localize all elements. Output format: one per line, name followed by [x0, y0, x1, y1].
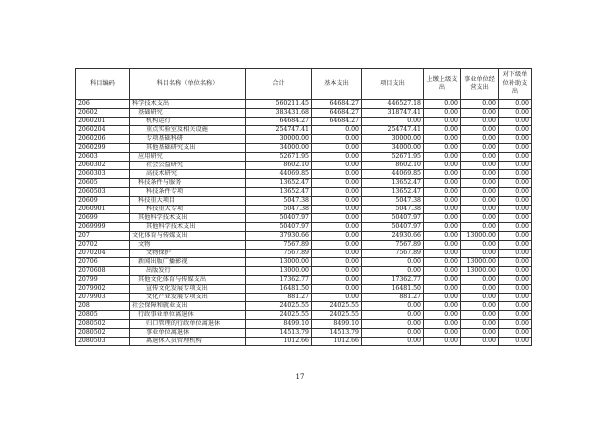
column-header: 对下级单位补助支出 — [499, 69, 532, 100]
table-row — [76, 161, 532, 170]
amount-cell: 0.00 — [312, 284, 362, 293]
amount-cell: 0.00 — [461, 100, 499, 109]
subject-name-cell: 其他科学技术支出 — [130, 214, 246, 223]
subject-code-cell: 2070608 — [76, 267, 130, 276]
subject-code-cell: 207 — [76, 231, 130, 240]
amount-cell: 0.00 — [461, 187, 499, 196]
subject-code-cell: 2079903 — [76, 293, 130, 302]
amount-cell: 0.00 — [499, 214, 532, 223]
amount-cell: 0.00 — [424, 214, 461, 223]
amount-cell: 0.00 — [499, 258, 532, 267]
amount-cell: 5047.38 — [362, 196, 424, 205]
amount-cell: 0.00 — [424, 319, 461, 328]
table-row — [76, 205, 532, 214]
amount-cell: 0.00 — [362, 337, 424, 346]
amount-cell: 254747.41 — [246, 126, 312, 135]
amount-cell: 0.00 — [424, 293, 461, 302]
amount-cell: 8602.10 — [362, 161, 424, 170]
amount-cell: 0.00 — [312, 126, 362, 135]
amount-cell: 0.00 — [461, 275, 499, 284]
amount-cell: 0.00 — [499, 179, 532, 188]
amount-cell: 0.00 — [424, 196, 461, 205]
amount-cell: 318747.41 — [362, 108, 424, 117]
amount-cell: 30000.00 — [246, 135, 312, 144]
amount-cell: 8602.10 — [246, 161, 312, 170]
amount-cell: 0.00 — [312, 135, 362, 144]
table-row — [76, 214, 532, 223]
amount-cell: 0.00 — [424, 108, 461, 117]
subject-name-cell: 文化产业发展专项支出 — [130, 293, 246, 302]
table-row — [76, 126, 532, 135]
amount-cell: 37930.66 — [246, 231, 312, 240]
amount-cell: 0.00 — [312, 170, 362, 179]
amount-cell: 7567.89 — [246, 249, 312, 258]
amount-cell: 0.00 — [461, 205, 499, 214]
amount-cell: 13652.47 — [362, 179, 424, 188]
amount-cell: 0.00 — [499, 100, 532, 109]
amount-cell: 64684.27 — [312, 108, 362, 117]
amount-cell: 0.00 — [424, 135, 461, 144]
subject-code-cell: 2060204 — [76, 126, 130, 135]
amount-cell: 0.00 — [499, 311, 532, 320]
amount-cell: 52671.95 — [362, 152, 424, 161]
subject-name-cell: 出版发行 — [130, 267, 246, 276]
subject-name-cell: 行政事业单位离退休 — [130, 311, 246, 320]
amount-cell: 0.00 — [461, 240, 499, 249]
subject-code-cell: 2080502 — [76, 319, 130, 328]
amount-cell: 0.00 — [362, 267, 424, 276]
table-body — [76, 100, 532, 346]
amount-cell: 0.00 — [424, 311, 461, 320]
amount-cell: 0.00 — [312, 293, 362, 302]
amount-cell: 0.00 — [424, 205, 461, 214]
amount-cell: 0.00 — [461, 126, 499, 135]
subject-name-cell: 高技术研究 — [130, 170, 246, 179]
amount-cell: 44069.85 — [362, 170, 424, 179]
subject-name-cell: 社会公益研究 — [130, 161, 246, 170]
amount-cell: 13000.00 — [246, 258, 312, 267]
subject-name-cell: 重点实验室及相关设施 — [130, 126, 246, 135]
subject-name-cell: 社会保障和就业支出 — [130, 302, 246, 311]
table-row — [76, 187, 532, 196]
subject-name-cell: 宣传文化发展专项支出 — [130, 284, 246, 293]
amount-cell: 0.00 — [461, 135, 499, 144]
subject-name-cell: 科技重大项目 — [130, 196, 246, 205]
subject-name-cell: 文物保护 — [130, 249, 246, 258]
amount-cell: 7567.89 — [246, 240, 312, 249]
table-row — [76, 337, 532, 346]
table-row — [76, 267, 532, 276]
amount-cell: 50407.97 — [362, 223, 424, 232]
amount-cell: 0.00 — [312, 161, 362, 170]
amount-cell: 13652.47 — [246, 187, 312, 196]
amount-cell: 64684.27 — [312, 117, 362, 126]
amount-cell: 881.27 — [246, 293, 312, 302]
subject-name-cell: 其他基础研究支出 — [130, 143, 246, 152]
table-row — [76, 319, 532, 328]
subject-code-cell: 20699 — [76, 214, 130, 223]
amount-cell: 0.00 — [362, 258, 424, 267]
amount-cell: 0.00 — [424, 179, 461, 188]
amount-cell: 0.00 — [461, 311, 499, 320]
column-header: 合计 — [246, 69, 312, 100]
amount-cell: 52671.95 — [246, 152, 312, 161]
table-row — [76, 249, 532, 258]
amount-cell: 0.00 — [499, 284, 532, 293]
amount-cell: 50407.97 — [246, 223, 312, 232]
amount-cell: 0.00 — [424, 337, 461, 346]
amount-cell: 64684.27 — [246, 117, 312, 126]
subject-code-cell: 2060503 — [76, 187, 130, 196]
amount-cell: 0.00 — [461, 214, 499, 223]
amount-cell: 0.00 — [499, 267, 532, 276]
amount-cell: 0.00 — [424, 223, 461, 232]
amount-cell: 24930.66 — [362, 231, 424, 240]
subject-code-cell: 2080503 — [76, 337, 130, 346]
amount-cell: 0.00 — [499, 196, 532, 205]
subject-name-cell: 科技条件与服务 — [130, 179, 246, 188]
amount-cell: 0.00 — [362, 311, 424, 320]
table-row — [76, 100, 532, 109]
amount-cell: 0.00 — [499, 293, 532, 302]
amount-cell: 0.00 — [424, 284, 461, 293]
amount-cell: 5047.38 — [246, 196, 312, 205]
amount-cell: 0.00 — [424, 249, 461, 258]
subject-name-cell: 新闻出版广播影视 — [130, 258, 246, 267]
amount-cell: 0.00 — [424, 117, 461, 126]
amount-cell: 0.00 — [312, 231, 362, 240]
amount-cell: 14513.79 — [312, 328, 362, 337]
subject-name-cell: 基础研究 — [130, 108, 246, 117]
table-row — [76, 302, 532, 311]
amount-cell: 24025.55 — [312, 311, 362, 320]
table-header-row — [76, 69, 532, 100]
amount-cell: 0.00 — [424, 170, 461, 179]
amount-cell: 0.00 — [312, 143, 362, 152]
amount-cell: 0.00 — [499, 117, 532, 126]
amount-cell: 383431.68 — [246, 108, 312, 117]
amount-cell: 7567.89 — [362, 249, 424, 258]
amount-cell: 0.00 — [312, 152, 362, 161]
amount-cell: 0.00 — [362, 328, 424, 337]
amount-cell: 0.00 — [461, 108, 499, 117]
amount-cell: 34000.00 — [246, 143, 312, 152]
subject-name-cell: 科技条件专项 — [130, 187, 246, 196]
subject-name-cell: 文化体育与传媒支出 — [130, 231, 246, 240]
amount-cell: 24025.55 — [246, 311, 312, 320]
amount-cell: 8499.10 — [246, 319, 312, 328]
amount-cell: 0.00 — [499, 223, 532, 232]
amount-cell: 0.00 — [499, 337, 532, 346]
amount-cell: 34000.00 — [362, 143, 424, 152]
amount-cell: 0.00 — [424, 126, 461, 135]
subject-name-cell: 事业单位离退休 — [130, 328, 246, 337]
table-row — [76, 170, 532, 179]
amount-cell: 0.00 — [461, 161, 499, 170]
amount-cell: 0.00 — [461, 117, 499, 126]
amount-cell: 0.00 — [424, 152, 461, 161]
amount-cell: 0.00 — [312, 214, 362, 223]
table-row — [76, 328, 532, 337]
subject-name-cell: 机构运行 — [130, 117, 246, 126]
table-row — [76, 135, 532, 144]
table-row — [76, 311, 532, 320]
subject-name-cell: 应用研究 — [130, 152, 246, 161]
table-row — [76, 108, 532, 117]
amount-cell: 30000.00 — [362, 135, 424, 144]
amount-cell: 0.00 — [312, 240, 362, 249]
amount-cell: 13000.00 — [461, 267, 499, 276]
subject-code-cell: 2060302 — [76, 161, 130, 170]
amount-cell: 5047.38 — [246, 205, 312, 214]
amount-cell: 0.00 — [461, 152, 499, 161]
amount-cell: 0.00 — [362, 302, 424, 311]
subject-name-cell: 离退休人员管理机构 — [130, 337, 246, 346]
amount-cell: 0.00 — [499, 108, 532, 117]
amount-cell: 0.00 — [424, 302, 461, 311]
amount-cell: 0.00 — [312, 223, 362, 232]
subject-code-cell: 208 — [76, 302, 130, 311]
table-row — [76, 240, 532, 249]
subject-name-cell: 科技重大专项 — [130, 205, 246, 214]
amount-cell: 64684.27 — [312, 100, 362, 109]
amount-cell: 0.00 — [461, 249, 499, 258]
amount-cell: 0.00 — [424, 100, 461, 109]
amount-cell: 0.00 — [312, 196, 362, 205]
amount-cell: 446527.18 — [362, 100, 424, 109]
amount-cell: 0.00 — [461, 328, 499, 337]
amount-cell: 13000.00 — [246, 267, 312, 276]
amount-cell: 0.00 — [499, 187, 532, 196]
column-header: 科目名称（单位名称） — [130, 69, 246, 100]
amount-cell: 0.00 — [461, 143, 499, 152]
subject-name-cell: 文物 — [130, 240, 246, 249]
amount-cell: 0.00 — [499, 231, 532, 240]
amount-cell: 0.00 — [499, 161, 532, 170]
amount-cell: 0.00 — [362, 117, 424, 126]
amount-cell: 0.00 — [424, 267, 461, 276]
amount-cell: 0.00 — [461, 170, 499, 179]
amount-cell: 0.00 — [461, 179, 499, 188]
amount-cell: 0.00 — [499, 205, 532, 214]
amount-cell: 0.00 — [424, 187, 461, 196]
table-row — [76, 196, 532, 205]
column-header: 事业单位经营支出 — [461, 69, 499, 100]
amount-cell: 0.00 — [312, 275, 362, 284]
amount-cell: 254747.41 — [362, 126, 424, 135]
amount-cell: 16481.50 — [362, 284, 424, 293]
amount-cell: 0.00 — [362, 319, 424, 328]
amount-cell: 0.00 — [312, 205, 362, 214]
amount-cell: 0.00 — [312, 187, 362, 196]
subject-code-cell: 2060201 — [76, 117, 130, 126]
subject-code-cell: 2069999 — [76, 223, 130, 232]
table-row — [76, 258, 532, 267]
subject-code-cell: 206 — [76, 100, 130, 109]
table-row — [76, 117, 532, 126]
amount-cell: 0.00 — [312, 258, 362, 267]
amount-cell: 50407.97 — [246, 214, 312, 223]
amount-cell: 13652.47 — [362, 187, 424, 196]
amount-cell: 13652.47 — [246, 179, 312, 188]
subject-code-cell: 20805 — [76, 311, 130, 320]
subject-name-cell: 其他文化体育与传媒支出 — [130, 275, 246, 284]
amount-cell: 0.00 — [499, 302, 532, 311]
amount-cell: 1012.66 — [246, 337, 312, 346]
amount-cell: 14513.79 — [246, 328, 312, 337]
table-row — [76, 143, 532, 152]
subject-code-cell: 2080502 — [76, 328, 130, 337]
amount-cell: 0.00 — [461, 337, 499, 346]
amount-cell: 1012.66 — [312, 337, 362, 346]
amount-cell: 0.00 — [499, 275, 532, 284]
amount-cell: 0.00 — [312, 249, 362, 258]
table-row — [76, 223, 532, 232]
table-row — [76, 284, 532, 293]
table-row — [76, 275, 532, 284]
amount-cell: 0.00 — [312, 267, 362, 276]
amount-cell: 0.00 — [499, 249, 532, 258]
amount-cell: 0.00 — [499, 126, 532, 135]
amount-cell: 0.00 — [461, 319, 499, 328]
subject-code-cell: 20605 — [76, 179, 130, 188]
amount-cell: 0.00 — [424, 143, 461, 152]
amount-cell: 0.00 — [461, 293, 499, 302]
subject-name-cell: 专项基础科研 — [130, 135, 246, 144]
subject-name-cell: 归口管理的行政单位离退休 — [130, 319, 246, 328]
amount-cell: 0.00 — [499, 135, 532, 144]
page-number: 17 — [295, 373, 305, 381]
amount-cell: 0.00 — [461, 196, 499, 205]
amount-cell: 0.00 — [424, 275, 461, 284]
amount-cell: 24025.55 — [312, 302, 362, 311]
amount-cell: 0.00 — [424, 240, 461, 249]
amount-cell: 0.00 — [424, 231, 461, 240]
subject-code-cell: 2060299 — [76, 143, 130, 152]
subject-code-cell: 20799 — [76, 275, 130, 284]
budget-expenditure-table — [75, 68, 532, 346]
amount-cell: 0.00 — [499, 152, 532, 161]
amount-cell: 0.00 — [499, 170, 532, 179]
amount-cell: 0.00 — [312, 179, 362, 188]
amount-cell: 0.00 — [461, 302, 499, 311]
amount-cell: 13000.00 — [461, 258, 499, 267]
amount-cell: 0.00 — [424, 258, 461, 267]
amount-cell: 5047.38 — [362, 205, 424, 214]
amount-cell: 7567.89 — [362, 240, 424, 249]
subject-code-cell: 2079902 — [76, 284, 130, 293]
amount-cell: 560211.45 — [246, 100, 312, 109]
column-header: 项目支出 — [362, 69, 424, 100]
table-row — [76, 293, 532, 302]
subject-code-cell: 20602 — [76, 108, 130, 117]
subject-code-cell: 20609 — [76, 196, 130, 205]
amount-cell: 50407.97 — [362, 214, 424, 223]
amount-cell: 24025.55 — [246, 302, 312, 311]
amount-cell: 16481.50 — [246, 284, 312, 293]
table-row — [76, 179, 532, 188]
subject-code-cell: 2060901 — [76, 205, 130, 214]
table-row — [76, 152, 532, 161]
amount-cell: 17362.77 — [246, 275, 312, 284]
amount-cell: 0.00 — [499, 143, 532, 152]
amount-cell: 0.00 — [499, 240, 532, 249]
amount-cell: 881.27 — [362, 293, 424, 302]
subject-name-cell: 科学技术支出 — [130, 100, 246, 109]
subject-name-cell: 其他科学技术支出 — [130, 223, 246, 232]
amount-cell: 0.00 — [499, 328, 532, 337]
amount-cell: 0.00 — [424, 328, 461, 337]
column-header: 上缴上级支出 — [424, 69, 461, 100]
subject-code-cell: 20603 — [76, 152, 130, 161]
subject-code-cell: 20702 — [76, 240, 130, 249]
subject-code-cell: 2070204 — [76, 249, 130, 258]
column-header: 基本支出 — [312, 69, 362, 100]
amount-cell: 0.00 — [461, 284, 499, 293]
amount-cell: 17362.77 — [362, 275, 424, 284]
amount-cell: 0.00 — [461, 223, 499, 232]
subject-code-cell: 2060206 — [76, 135, 130, 144]
amount-cell: 0.00 — [424, 161, 461, 170]
amount-cell: 8499.10 — [312, 319, 362, 328]
table-row — [76, 231, 532, 240]
subject-code-cell: 2060303 — [76, 170, 130, 179]
amount-cell: 44069.85 — [246, 170, 312, 179]
amount-cell: 0.00 — [499, 319, 532, 328]
amount-cell: 13000.00 — [461, 231, 499, 240]
column-header: 科目编码 — [76, 69, 130, 100]
subject-code-cell: 20706 — [76, 258, 130, 267]
